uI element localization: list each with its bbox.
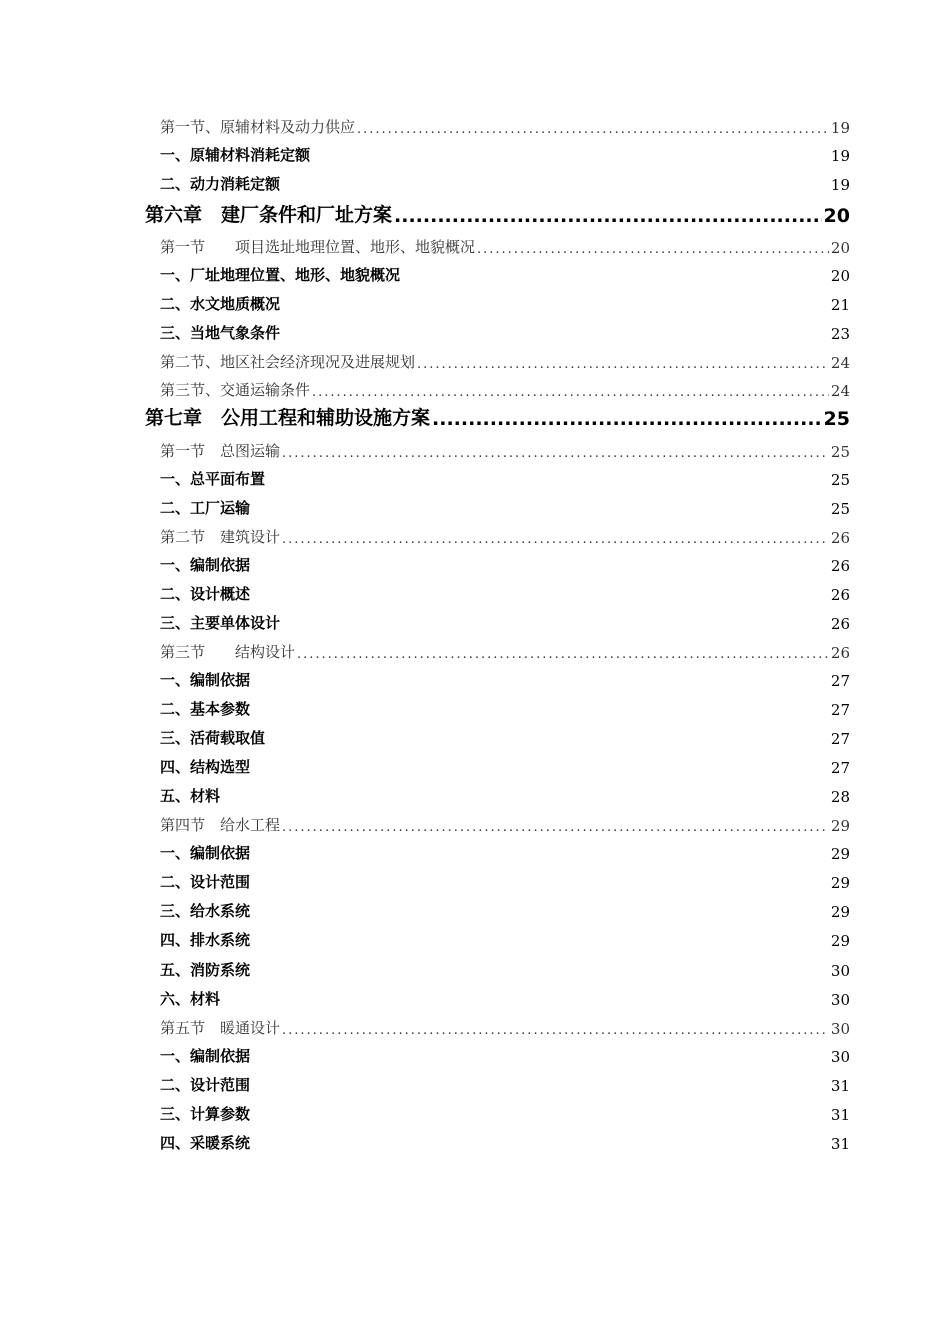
toc-entry-label: 一、编制依据	[160, 556, 251, 574]
toc-entry-page-number: 26	[830, 644, 850, 662]
toc-entry-label: 二、设计范围	[160, 873, 251, 891]
toc-entry-label: 第五节 暖通设计	[160, 1019, 281, 1037]
toc-entry-label: 三、主要单体设计	[160, 614, 281, 632]
toc-entry-label: 二、设计概述	[160, 585, 251, 603]
toc-entry-page-number: 27	[830, 730, 850, 748]
toc-entry-label: 二、基本参数	[160, 700, 251, 718]
toc-item-entry[interactable]	[160, 756, 850, 777]
toc-item-entry[interactable]	[160, 144, 850, 165]
toc-item-entry[interactable]	[160, 173, 850, 194]
toc-entry-label: 第二节 建筑设计	[160, 528, 281, 546]
toc-entry-label: 五、消防系统	[160, 961, 251, 979]
toc-item-entry[interactable]	[160, 612, 850, 633]
toc-entry-page-number: 29	[830, 845, 850, 863]
toc-entry-page-number: 29	[830, 903, 850, 921]
toc-section-entry[interactable]	[160, 641, 850, 662]
toc-entry-label: 三、当地气象条件	[160, 324, 281, 342]
dot-leader	[297, 647, 829, 662]
toc-entry-page-number: 23	[830, 325, 850, 343]
toc-section-entry[interactable]	[160, 1017, 850, 1038]
toc-item-entry[interactable]	[160, 583, 850, 604]
toc-item-entry[interactable]	[160, 669, 850, 690]
toc-item-entry[interactable]	[160, 1045, 850, 1066]
toc-entry-page-number: 27	[830, 672, 850, 690]
toc-entry-label: 一、厂址地理位置、地形、地貌概况	[160, 266, 401, 284]
toc-entry-label: 一、编制依据	[160, 671, 251, 689]
toc-entry-page-number: 24	[830, 354, 850, 372]
toc-item-entry[interactable]	[160, 468, 850, 489]
toc-entry-label: 一、编制依据	[160, 1047, 251, 1065]
toc-entry-page-number: 27	[830, 759, 850, 777]
toc-entry-label: 四、结构选型	[160, 758, 251, 776]
dot-leader	[282, 820, 829, 835]
toc-entry-label: 五、材料	[160, 787, 221, 805]
toc-entry-page-number: 25	[830, 500, 850, 518]
dot-leader	[432, 408, 822, 430]
toc-entry-label: 四、采暖系统	[160, 1134, 251, 1152]
toc-item-entry[interactable]	[160, 264, 850, 285]
toc-item-entry[interactable]	[160, 698, 850, 719]
toc-entry-page-number: 20	[830, 239, 850, 257]
toc-entry-label: 第一节、原辅材料及动力供应	[160, 118, 356, 136]
toc-item-entry[interactable]	[160, 842, 850, 863]
toc-entry-label: 一、原辅材料消耗定额	[160, 146, 311, 164]
toc-section-entry[interactable]	[160, 351, 850, 372]
toc-entry-page-number: 26	[830, 586, 850, 604]
toc-item-entry[interactable]	[160, 1103, 850, 1124]
toc-entry-page-number: 24	[830, 382, 850, 400]
toc-entry-label: 第一节 总图运输	[160, 442, 281, 460]
toc-entry-page-number: 26	[830, 615, 850, 633]
toc-entry-page-number: 30	[830, 962, 850, 980]
toc-entry-page-number: 26	[830, 557, 850, 575]
toc-entry-page-number: 30	[830, 991, 850, 1009]
toc-item-entry[interactable]	[160, 727, 850, 748]
toc-entry-page-number: 25	[823, 408, 850, 430]
toc-item-entry[interactable]	[160, 1074, 850, 1095]
dot-leader	[312, 385, 829, 400]
toc-entry-label: 第三节、交通运输条件	[160, 381, 311, 399]
toc-entry-label: 二、工厂运输	[160, 499, 251, 517]
toc-entry-page-number: 30	[830, 1020, 850, 1038]
dot-leader	[477, 242, 829, 257]
dot-leader	[417, 357, 829, 372]
toc-item-entry[interactable]	[160, 900, 850, 921]
toc-chapter-entry[interactable]	[145, 403, 850, 430]
dot-leader	[282, 532, 829, 547]
toc-item-entry[interactable]	[160, 785, 850, 806]
toc-section-entry[interactable]	[160, 379, 850, 400]
toc-section-entry[interactable]	[160, 814, 850, 835]
toc-entry-label: 三、活荷载取值	[160, 729, 266, 747]
toc-section-entry[interactable]	[160, 526, 850, 547]
toc-entry-page-number: 31	[830, 1135, 850, 1153]
toc-item-entry[interactable]	[160, 929, 850, 950]
toc-entry-label: 六、材料	[160, 990, 221, 1008]
toc-entry-label: 三、给水系统	[160, 902, 251, 920]
toc-item-entry[interactable]	[160, 497, 850, 518]
toc-item-entry[interactable]	[160, 871, 850, 892]
toc-entry-label: 第三节 结构设计	[160, 643, 296, 661]
toc-entry-label: 第七章 公用工程和辅助设施方案	[145, 407, 431, 429]
toc-item-entry[interactable]	[160, 554, 850, 575]
toc-entry-page-number: 25	[830, 443, 850, 461]
toc-section-entry[interactable]	[160, 116, 850, 137]
toc-entry-label: 第一节 项目选址地理位置、地形、地貌概况	[160, 238, 476, 256]
dot-leader	[282, 446, 829, 461]
toc-entry-page-number: 31	[830, 1077, 850, 1095]
toc-entry-page-number: 27	[830, 701, 850, 719]
toc-entry-page-number: 26	[830, 529, 850, 547]
toc-entry-label: 第四节 给水工程	[160, 816, 281, 834]
toc-entry-label: 二、水文地质概况	[160, 295, 281, 313]
toc-entry-page-number: 21	[830, 296, 850, 314]
toc-item-entry[interactable]	[160, 959, 850, 980]
toc-chapter-entry[interactable]	[145, 200, 850, 227]
toc-entry-label: 四、排水系统	[160, 931, 251, 949]
toc-entry-label: 一、编制依据	[160, 844, 251, 862]
toc-entry-label: 三、计算参数	[160, 1105, 251, 1123]
toc-entry-page-number: 19	[830, 147, 850, 165]
toc-entry-page-number: 20	[830, 267, 850, 285]
toc-entry-page-number: 19	[830, 119, 850, 137]
dot-leader	[394, 205, 822, 227]
toc-entry-page-number: 25	[830, 471, 850, 489]
toc-entry-label: 一、总平面布置	[160, 470, 266, 488]
toc-item-entry[interactable]	[160, 293, 850, 314]
toc-entry-page-number: 29	[830, 874, 850, 892]
dot-leader	[282, 1023, 829, 1038]
toc-section-entry[interactable]	[160, 440, 850, 461]
toc-entry-page-number: 19	[830, 176, 850, 194]
toc-entry-page-number: 29	[830, 932, 850, 950]
toc-entry-label: 二、设计范围	[160, 1076, 251, 1094]
dot-leader	[357, 122, 829, 137]
toc-entry-page-number: 29	[830, 817, 850, 835]
toc-entry-label: 第六章 建厂条件和厂址方案	[145, 204, 393, 226]
toc-entry-page-number: 30	[830, 1048, 850, 1066]
toc-entry-page-number: 20	[823, 205, 850, 227]
toc-entry-page-number: 31	[830, 1106, 850, 1124]
toc-item-entry[interactable]	[160, 322, 850, 343]
toc-item-entry[interactable]	[160, 1132, 850, 1153]
toc-entry-page-number: 28	[830, 788, 850, 806]
toc-section-entry[interactable]	[160, 236, 850, 257]
toc-item-entry[interactable]	[160, 988, 850, 1009]
toc-entry-label: 第二节、地区社会经济现况及进展规划	[160, 353, 416, 371]
toc-entry-label: 二、动力消耗定额	[160, 175, 281, 193]
